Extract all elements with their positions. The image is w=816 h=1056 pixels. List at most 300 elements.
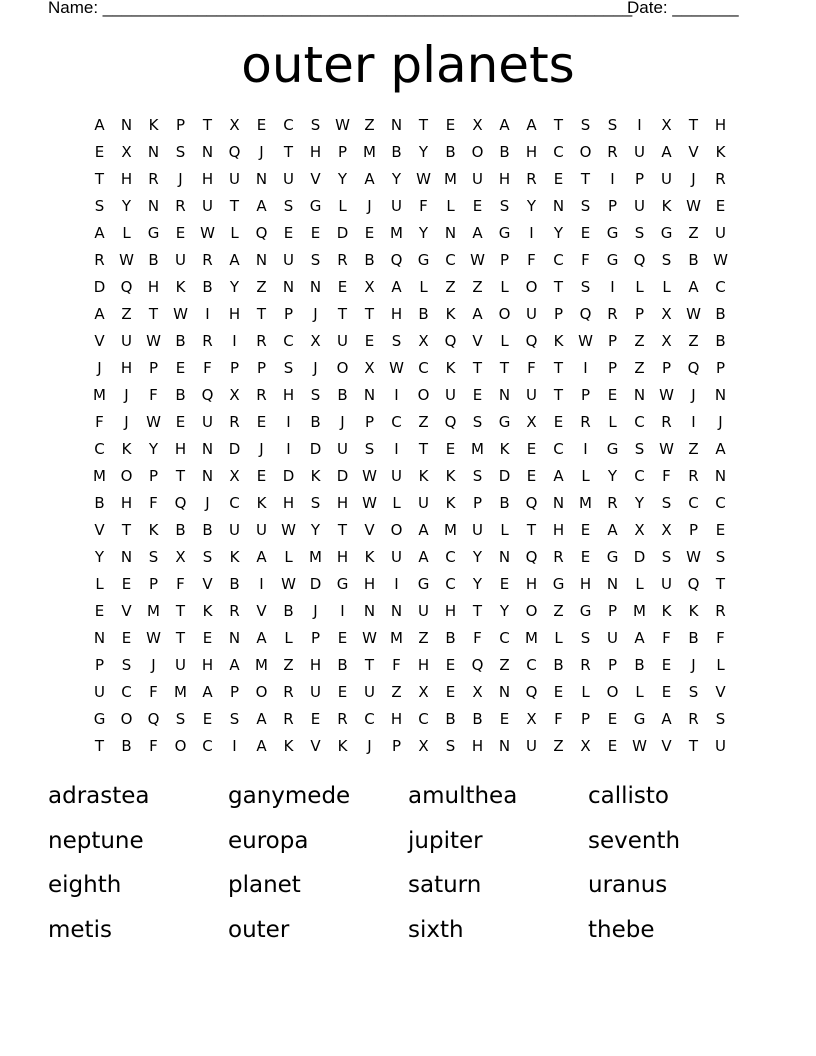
grid-letter: U	[94, 682, 105, 701]
grid-letter: N	[228, 628, 241, 647]
grid-letter: Y	[607, 466, 618, 485]
grid-letter: Q	[444, 331, 457, 350]
grid-letter: O	[417, 385, 430, 404]
grid-letter: C	[634, 412, 645, 431]
grid-letter: E	[445, 439, 456, 458]
grid-letter: B	[445, 142, 456, 161]
grid-letter: L	[500, 331, 509, 350]
grid-letter: S	[634, 223, 645, 242]
grid-letter: S	[661, 547, 672, 566]
grid-letter: V	[94, 331, 105, 350]
grid-letter: I	[340, 601, 345, 620]
grid-letter: C	[283, 115, 294, 134]
grid-letter: M	[255, 655, 268, 674]
grid-letter: H	[309, 142, 322, 161]
grid-letter: C	[391, 412, 402, 431]
grid-letter: J	[259, 439, 264, 458]
grid-letter: I	[232, 736, 237, 755]
grid-letter: W	[281, 520, 296, 539]
grid-letter: X	[472, 115, 483, 134]
grid-letter: E	[256, 466, 267, 485]
grid-letter: O	[174, 736, 187, 755]
grid-letter: E	[580, 223, 591, 242]
grid-letter: B	[175, 520, 186, 539]
grid-letter: H	[147, 277, 160, 296]
grid-letter: H	[363, 574, 376, 593]
grid-letter: E	[472, 196, 483, 215]
grid-letter: J	[367, 196, 372, 215]
grid-letter: U	[283, 250, 294, 269]
grid-letter: P	[472, 493, 483, 512]
grid-letter: S	[688, 682, 699, 701]
grid-letter: U	[364, 682, 375, 701]
grid-letter: D	[93, 277, 106, 296]
grid-letter: C	[418, 358, 429, 377]
grid-letter: A	[418, 547, 429, 566]
grid-letter: K	[256, 493, 267, 512]
word-list-item: jupiter	[408, 827, 483, 854]
grid-letter: B	[175, 385, 186, 404]
grid-letter: U	[661, 574, 672, 593]
grid-letter: T	[94, 169, 105, 188]
grid-letter: I	[286, 412, 291, 431]
grid-letter: N	[714, 466, 727, 485]
grid-letter: E	[364, 331, 375, 350]
grid-letter: E	[553, 412, 564, 431]
grid-letter: O	[525, 277, 538, 296]
grid-letter: S	[310, 385, 321, 404]
grid-letter: B	[688, 250, 699, 269]
grid-letter: F	[554, 709, 563, 728]
grid-letter: Y	[391, 169, 402, 188]
grid-letter: R	[202, 331, 213, 350]
grid-letter: F	[662, 466, 671, 485]
grid-letter: J	[313, 304, 318, 323]
grid-letter: W	[362, 493, 377, 512]
grid-letter: P	[256, 358, 267, 377]
grid-letter: D	[282, 466, 295, 485]
grid-letter: Z	[418, 412, 429, 431]
grid-letter: P	[661, 358, 672, 377]
grid-letter: M	[363, 142, 376, 161]
grid-letter: Z	[688, 331, 699, 350]
grid-letter: M	[579, 493, 592, 512]
grid-letter: X	[418, 331, 429, 350]
grid-letter: A	[607, 520, 618, 539]
grid-letter: E	[553, 169, 564, 188]
grid-letter: T	[526, 520, 537, 539]
grid-letter: J	[691, 385, 696, 404]
grid-letter: R	[337, 250, 348, 269]
grid-letter: C	[202, 736, 213, 755]
grid-letter: N	[120, 547, 133, 566]
grid-letter: W	[146, 412, 161, 431]
grid-letter: Y	[499, 601, 510, 620]
grid-letter: T	[364, 304, 375, 323]
grid-letter: C	[553, 439, 564, 458]
grid-letter: Y	[337, 169, 348, 188]
grid-letter: B	[175, 331, 186, 350]
grid-letter: P	[634, 304, 645, 323]
grid-letter: R	[283, 682, 294, 701]
grid-letter: S	[283, 196, 294, 215]
puzzle-title: outer planets	[241, 36, 575, 94]
grid-letter: B	[337, 385, 348, 404]
grid-letter: N	[363, 385, 376, 404]
grid-letter: P	[607, 358, 618, 377]
grid-letter: A	[94, 223, 105, 242]
grid-letter: U	[337, 439, 348, 458]
grid-letter: E	[202, 628, 213, 647]
grid-letter: Z	[634, 358, 645, 377]
grid-letter: P	[310, 628, 321, 647]
grid-letter: K	[688, 601, 699, 620]
grid-letter: P	[607, 196, 618, 215]
grid-letter: Z	[445, 277, 456, 296]
grid-letter: H	[390, 709, 403, 728]
grid-letter: W	[281, 574, 296, 593]
grid-letter: O	[498, 304, 511, 323]
grid-letter: C	[418, 709, 429, 728]
grid-letter: S	[499, 196, 510, 215]
grid-letter: P	[148, 358, 159, 377]
grid-letter: P	[337, 142, 348, 161]
word-list-item: amulthea	[408, 783, 518, 809]
grid-letter: C	[364, 709, 375, 728]
grid-letter: U	[337, 331, 348, 350]
grid-letter: N	[363, 601, 376, 620]
grid-letter: E	[256, 412, 267, 431]
grid-letter: S	[391, 331, 402, 350]
grid-letter: S	[229, 709, 240, 728]
grid-letter: P	[175, 115, 186, 134]
grid-letter: F	[149, 493, 158, 512]
grid-letter: H	[525, 142, 538, 161]
grid-letter: M	[471, 439, 484, 458]
word-list-item: neptune	[48, 827, 144, 854]
grid-letter: U	[229, 169, 240, 188]
grid-letter: G	[660, 223, 673, 242]
grid-letter: W	[686, 196, 701, 215]
grid-letter: U	[526, 304, 537, 323]
grid-letter: X	[364, 358, 375, 377]
grid-letter: E	[607, 736, 618, 755]
grid-letter: K	[175, 277, 186, 296]
grid-letter: P	[553, 304, 564, 323]
grid-letter: K	[310, 466, 321, 485]
letter-grid	[86, 111, 734, 759]
grid-letter: X	[661, 331, 672, 350]
grid-letter: C	[688, 493, 699, 512]
grid-letter: P	[715, 358, 726, 377]
grid-letter: V	[310, 736, 321, 755]
grid-letter: N	[498, 736, 511, 755]
grid-letter: N	[201, 142, 214, 161]
grid-letter: O	[606, 682, 619, 701]
grid-letter: J	[97, 358, 102, 377]
grid-letter: U	[526, 736, 537, 755]
grid-letter: S	[634, 439, 645, 458]
grid-letter: Q	[525, 682, 538, 701]
grid-letter: R	[553, 547, 564, 566]
grid-letter: G	[417, 574, 430, 593]
grid-letter: R	[580, 655, 591, 674]
grid-letter: G	[606, 250, 619, 269]
grid-letter: P	[229, 682, 240, 701]
grid-letter: G	[93, 709, 106, 728]
grid-letter: A	[499, 115, 510, 134]
grid-letter: E	[94, 601, 105, 620]
grid-letter: Y	[94, 547, 105, 566]
grid-letter: S	[607, 115, 618, 134]
grid-letter: U	[418, 493, 429, 512]
grid-letter: G	[606, 223, 619, 242]
word-list-item: saturn	[408, 872, 482, 898]
grid-letter: K	[715, 142, 726, 161]
grid-letter: F	[176, 574, 185, 593]
grid-letter: N	[498, 385, 511, 404]
grid-letter: A	[256, 736, 267, 755]
grid-letter: C	[634, 466, 645, 485]
grid-letter: C	[121, 682, 132, 701]
grid-letter: I	[205, 304, 210, 323]
grid-letter: F	[149, 682, 158, 701]
grid-letter: K	[148, 520, 159, 539]
grid-letter: N	[444, 223, 457, 242]
word-list-item: uranus	[588, 872, 668, 898]
grid-letter: L	[446, 196, 455, 215]
grid-letter: R	[526, 169, 537, 188]
grid-letter: N	[93, 628, 106, 647]
grid-letter: B	[229, 574, 240, 593]
grid-letter: B	[499, 142, 510, 161]
grid-letter: A	[472, 304, 483, 323]
grid-letter: V	[202, 574, 213, 593]
grid-letter: B	[337, 655, 348, 674]
grid-letter: I	[583, 358, 588, 377]
grid-letter: R	[607, 142, 618, 161]
grid-letter: W	[362, 628, 377, 647]
grid-letter: S	[364, 439, 375, 458]
grid-letter: R	[337, 709, 348, 728]
grid-letter: V	[121, 601, 132, 620]
grid-letter: Q	[687, 574, 700, 593]
grid-letter: B	[472, 709, 483, 728]
grid-letter: A	[94, 304, 105, 323]
grid-letter: L	[95, 574, 104, 593]
grid-letter: H	[309, 655, 322, 674]
grid-letter: U	[283, 169, 294, 188]
grid-letter: O	[255, 682, 268, 701]
grid-letter: F	[527, 250, 536, 269]
grid-letter: E	[94, 142, 105, 161]
grid-letter: M	[174, 682, 187, 701]
grid-letter: A	[391, 277, 402, 296]
grid-letter: K	[229, 547, 240, 566]
grid-letter: G	[147, 223, 160, 242]
grid-letter: T	[283, 142, 294, 161]
grid-letter: L	[554, 628, 563, 647]
grid-letter: A	[229, 655, 240, 674]
grid-letter: D	[633, 547, 646, 566]
grid-letter: Q	[525, 547, 538, 566]
grid-letter: K	[445, 358, 456, 377]
grid-letter: L	[608, 412, 617, 431]
grid-letter: X	[580, 736, 591, 755]
grid-letter: E	[553, 682, 564, 701]
grid-letter: A	[202, 682, 213, 701]
grid-letter: J	[259, 142, 264, 161]
grid-letter: H	[120, 358, 133, 377]
grid-letter: O	[525, 601, 538, 620]
grid-letter: E	[715, 196, 726, 215]
grid-letter: L	[716, 655, 725, 674]
grid-letter: V	[256, 601, 267, 620]
grid-letter: A	[256, 547, 267, 566]
grid-letter: J	[313, 358, 318, 377]
grid-letter: E	[661, 682, 672, 701]
grid-letter: G	[579, 601, 592, 620]
grid-letter: E	[499, 709, 510, 728]
grid-letter: F	[392, 655, 401, 674]
grid-letter: S	[175, 142, 186, 161]
grid-letter: V	[688, 142, 699, 161]
grid-letter: K	[364, 547, 375, 566]
grid-letter: N	[147, 142, 160, 161]
grid-letter: E	[526, 466, 537, 485]
grid-letter: Z	[553, 736, 564, 755]
grid-letter: W	[389, 358, 404, 377]
grid-letter: U	[634, 196, 645, 215]
grid-letter: S	[472, 412, 483, 431]
grid-letter: Q	[147, 709, 160, 728]
grid-letter: E	[580, 520, 591, 539]
grid-letter: V	[472, 331, 483, 350]
grid-letter: R	[256, 385, 267, 404]
grid-letter: T	[202, 115, 213, 134]
grid-letter: E	[661, 655, 672, 674]
grid-letter: O	[390, 520, 403, 539]
grid-letter: E	[175, 358, 186, 377]
grid-letter: Y	[553, 223, 564, 242]
grid-letter: S	[283, 358, 294, 377]
grid-letter: X	[661, 520, 672, 539]
grid-letter: H	[282, 385, 295, 404]
grid-letter: S	[310, 250, 321, 269]
grid-letter: T	[553, 358, 564, 377]
grid-letter: U	[229, 520, 240, 539]
grid-letter: P	[607, 655, 618, 674]
grid-letter: E	[310, 709, 321, 728]
grid-letter: F	[149, 385, 158, 404]
grid-letter: W	[470, 250, 485, 269]
grid-letter: T	[229, 196, 240, 215]
grid-letter: I	[637, 115, 642, 134]
grid-letter: C	[715, 277, 726, 296]
grid-letter: W	[335, 115, 350, 134]
grid-letter: J	[340, 412, 345, 431]
grid-letter: A	[715, 439, 726, 458]
grid-letter: W	[146, 331, 161, 350]
grid-letter: S	[580, 196, 591, 215]
grid-letter: C	[94, 439, 105, 458]
grid-letter: A	[688, 277, 699, 296]
grid-letter: S	[661, 250, 672, 269]
grid-letter: E	[445, 682, 456, 701]
grid-letter: H	[390, 304, 403, 323]
grid-letter: Y	[418, 142, 429, 161]
grid-letter: P	[148, 466, 159, 485]
grid-letter: W	[659, 439, 674, 458]
grid-letter: H	[525, 574, 538, 593]
grid-letter: B	[499, 493, 510, 512]
grid-letter: X	[310, 331, 321, 350]
grid-letter: X	[229, 466, 240, 485]
grid-letter: E	[580, 547, 591, 566]
grid-letter: B	[202, 520, 213, 539]
grid-letter: A	[661, 709, 672, 728]
grid-letter: R	[715, 169, 726, 188]
grid-letter: S	[310, 493, 321, 512]
grid-letter: J	[124, 412, 129, 431]
grid-letter: P	[580, 385, 591, 404]
grid-letter: J	[691, 655, 696, 674]
grid-letter: Q	[255, 223, 268, 242]
grid-letter: U	[175, 655, 186, 674]
grid-letter: N	[255, 250, 268, 269]
grid-letter: H	[282, 493, 295, 512]
grid-letter: F	[527, 358, 536, 377]
grid-letter: E	[715, 520, 726, 539]
grid-letter: Y	[229, 277, 240, 296]
grid-letter: I	[610, 169, 615, 188]
grid-letter: P	[607, 331, 618, 350]
grid-letter: S	[94, 196, 105, 215]
grid-letter: K	[445, 466, 456, 485]
grid-letter: S	[661, 493, 672, 512]
grid-letter: Z	[418, 628, 429, 647]
grid-letter: Y	[634, 493, 645, 512]
grid-letter: B	[715, 331, 726, 350]
grid-letter: J	[151, 655, 156, 674]
grid-letter: U	[121, 331, 132, 350]
grid-letter: B	[202, 277, 213, 296]
grid-letter: Z	[364, 115, 375, 134]
grid-letter: H	[336, 547, 349, 566]
grid-letter: U	[715, 223, 726, 242]
grid-letter: L	[635, 682, 644, 701]
grid-letter: T	[175, 466, 186, 485]
grid-letter: S	[715, 709, 726, 728]
grid-letter: V	[310, 169, 321, 188]
grid-letter: R	[202, 250, 213, 269]
grid-letter: L	[581, 682, 590, 701]
grid-letter: W	[146, 628, 161, 647]
grid-letter: W	[362, 466, 377, 485]
grid-letter: P	[634, 169, 645, 188]
grid-letter: E	[337, 682, 348, 701]
grid-letter: Z	[256, 277, 267, 296]
grid-letter: A	[472, 223, 483, 242]
grid-letter: E	[310, 223, 321, 242]
grid-letter: O	[120, 709, 133, 728]
grid-letter: P	[94, 655, 105, 674]
grid-letter: N	[282, 277, 295, 296]
grid-letter: P	[688, 520, 699, 539]
grid-letter: E	[364, 223, 375, 242]
grid-letter: I	[583, 439, 588, 458]
grid-letter: U	[472, 520, 483, 539]
